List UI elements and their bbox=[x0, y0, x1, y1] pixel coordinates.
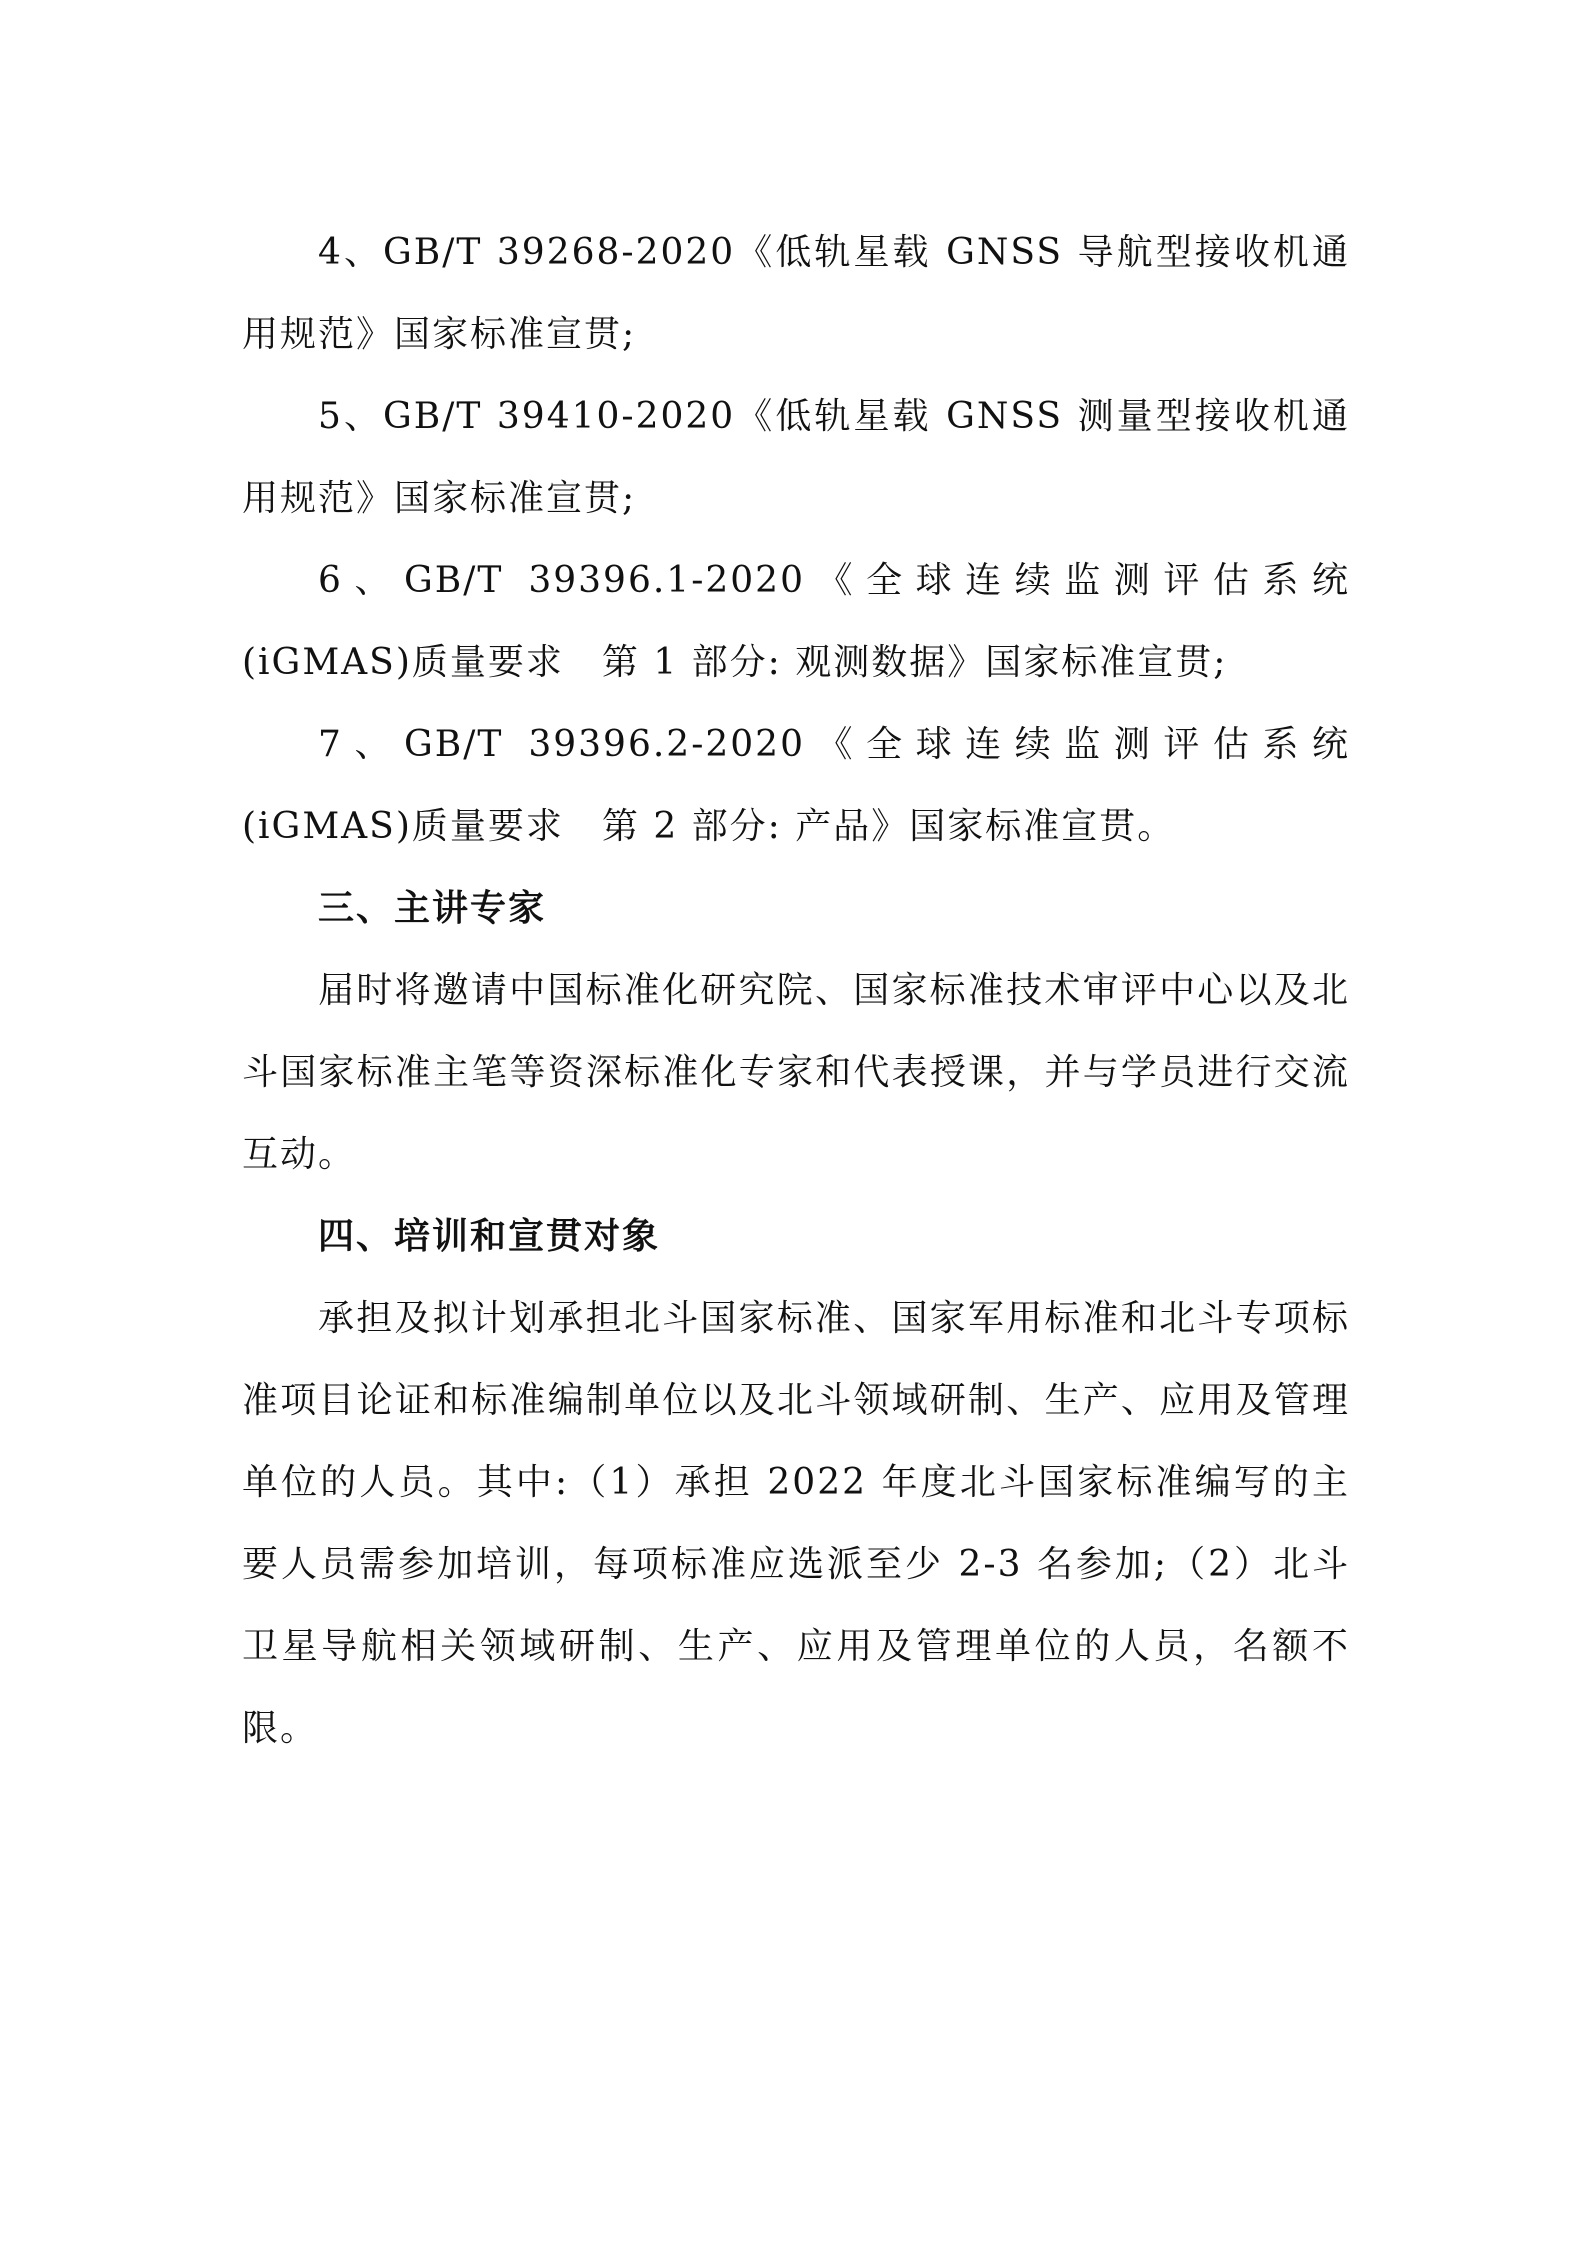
list-item-standard-4: 4、GB/T 39268-2020《低轨星载 GNSS 导航型接收机通用规范》国家标准宣贯; bbox=[242, 232, 1350, 355]
section-body-speakers: 届时将邀请中国标准化研究院、国家标准技术审评中心以及北斗国家标准主笔等资深标准化专家和代表授课，并与学员进行交流互动。 bbox=[242, 970, 1350, 1175]
section-heading-speakers: 三、主讲专家 bbox=[318, 888, 547, 929]
list-item-standard-7: 7、GB/T 39396.2-2020《全球连续监测评估系统(iGMAS)质量要求 第 2 部分: 产品》国家标准宣贯。 bbox=[242, 724, 1350, 847]
section-heading-audience: 四、培训和宣贯对象 bbox=[318, 1216, 661, 1257]
document-body bbox=[242, 212, 1350, 1770]
list-item-standard-5: 5、GB/T 39410-2020《低轨星载 GNSS 测量型接收机通用规范》国家标准宣贯; bbox=[242, 396, 1350, 519]
section-body-audience: 承担及拟计划承担北斗国家标准、国家军用标准和北斗专项标准项目论证和标准编制单位以及北斗领域研制、生产、应用及管理单位的人员。其中:（1）承担 2022 年度北斗国家标准编写的主要人员需参加培训，每项标准应选派至少 2-3 名参加;（2）北斗卫星导航相关领域研制、生产、应用及管理单位的人员，名额不限。 bbox=[242, 1298, 1350, 1749]
list-item-standard-6: 6、GB/T 39396.1-2020《全球连续监测评估系统(iGMAS)质量要求 第 1 部分: 观测数据》国家标准宣贯; bbox=[242, 560, 1350, 683]
